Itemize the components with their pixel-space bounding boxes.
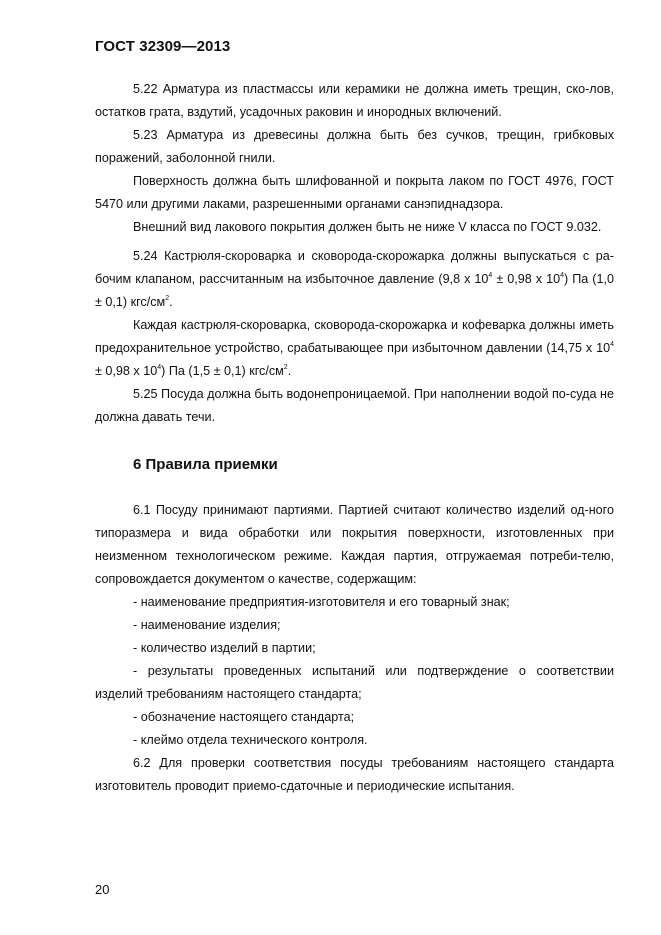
paragraph-6-1: 6.1 Посуду принимают партиями. Партией считают количество изделий од-ного типоразмера и вида обработки или покрытия поверхности, изготовленных при неизменном технологическом режиме. Каждая партия, отгружаемая потреби-телю, сопровождается документом о качестве, содержащим: xyxy=(95,503,614,586)
list-item: - наименование изделия; xyxy=(133,618,281,632)
paragraph-5-24-safety: Каждая кастрюля-скороварка, сковорода-скорожарка и кофеварка должны иметь предохранительное устройство, срабатывающее при избыточном давлении (14,75 х $10^4 \pm 0,98$ х $10^4$) Па (1,5 ± 0,1) кгс/$см^2$. xyxy=(95,318,614,378)
page-number: 20 xyxy=(95,882,110,897)
list-item: - обозначение настоящего стандарта; xyxy=(133,710,355,724)
section-6-title: 6 Правила приемки xyxy=(133,456,278,473)
list-item: - количество изделий в партии; xyxy=(133,641,316,655)
paragraph-5-24: 5.24 Кастрюля-скороварка и сковорода-скорожарка должны выпускаться с ра-бочим клапаном, рассчитанным на избыточное давление (9,8 х $10^4 \pm 0,98$ х $10^4$) Па (1,0 ± 0,1) кгс/$см^2$. xyxy=(95,249,614,309)
paragraph-5-22: 5.22 Арматура из пластмассы или керамики не должна иметь трещин, ско-лов, остатков грата, вздутий, усадочных раковин и инородных включений. xyxy=(95,82,614,119)
document-body xyxy=(95,78,614,798)
paragraph-6-2: 6.2 Для проверки соответствия посуды требованиям настоящего стандарта изготовитель проводит приемо-сдаточные и периодические испытания. xyxy=(95,756,614,793)
list-item: - клеймо отдела технического контроля. xyxy=(133,733,368,747)
paragraph-5-23-lacquer: Внешний вид лакового покрытия должен быть не ниже V класса по ГОСТ 9.032. xyxy=(133,220,602,234)
document-header: ГОСТ 32309—2013 xyxy=(95,38,231,55)
paragraph-5-23: 5.23 Арматура из древесины должна быть без сучков, трещин, грибковых поражений, заболонной гнили. xyxy=(95,128,614,165)
paragraph-5-23-surface: Поверхность должна быть шлифованной и покрыта лаком по ГОСТ 4976, ГОСТ 5470 или другими лаками, разрешенными органами санэпиднадзора. xyxy=(95,174,614,211)
paragraph-5-25: 5.25 Посуда должна быть водонепроницаемой. При наполнении водой по-суда не должна давать течи. xyxy=(95,387,614,424)
list-item: - наименование предприятия-изготовителя и его товарный знак; xyxy=(133,595,510,609)
list-item: - результаты проведенных испытаний или подтверждение о соответствии изделий требованиям настоящего стандарта; xyxy=(95,664,614,701)
